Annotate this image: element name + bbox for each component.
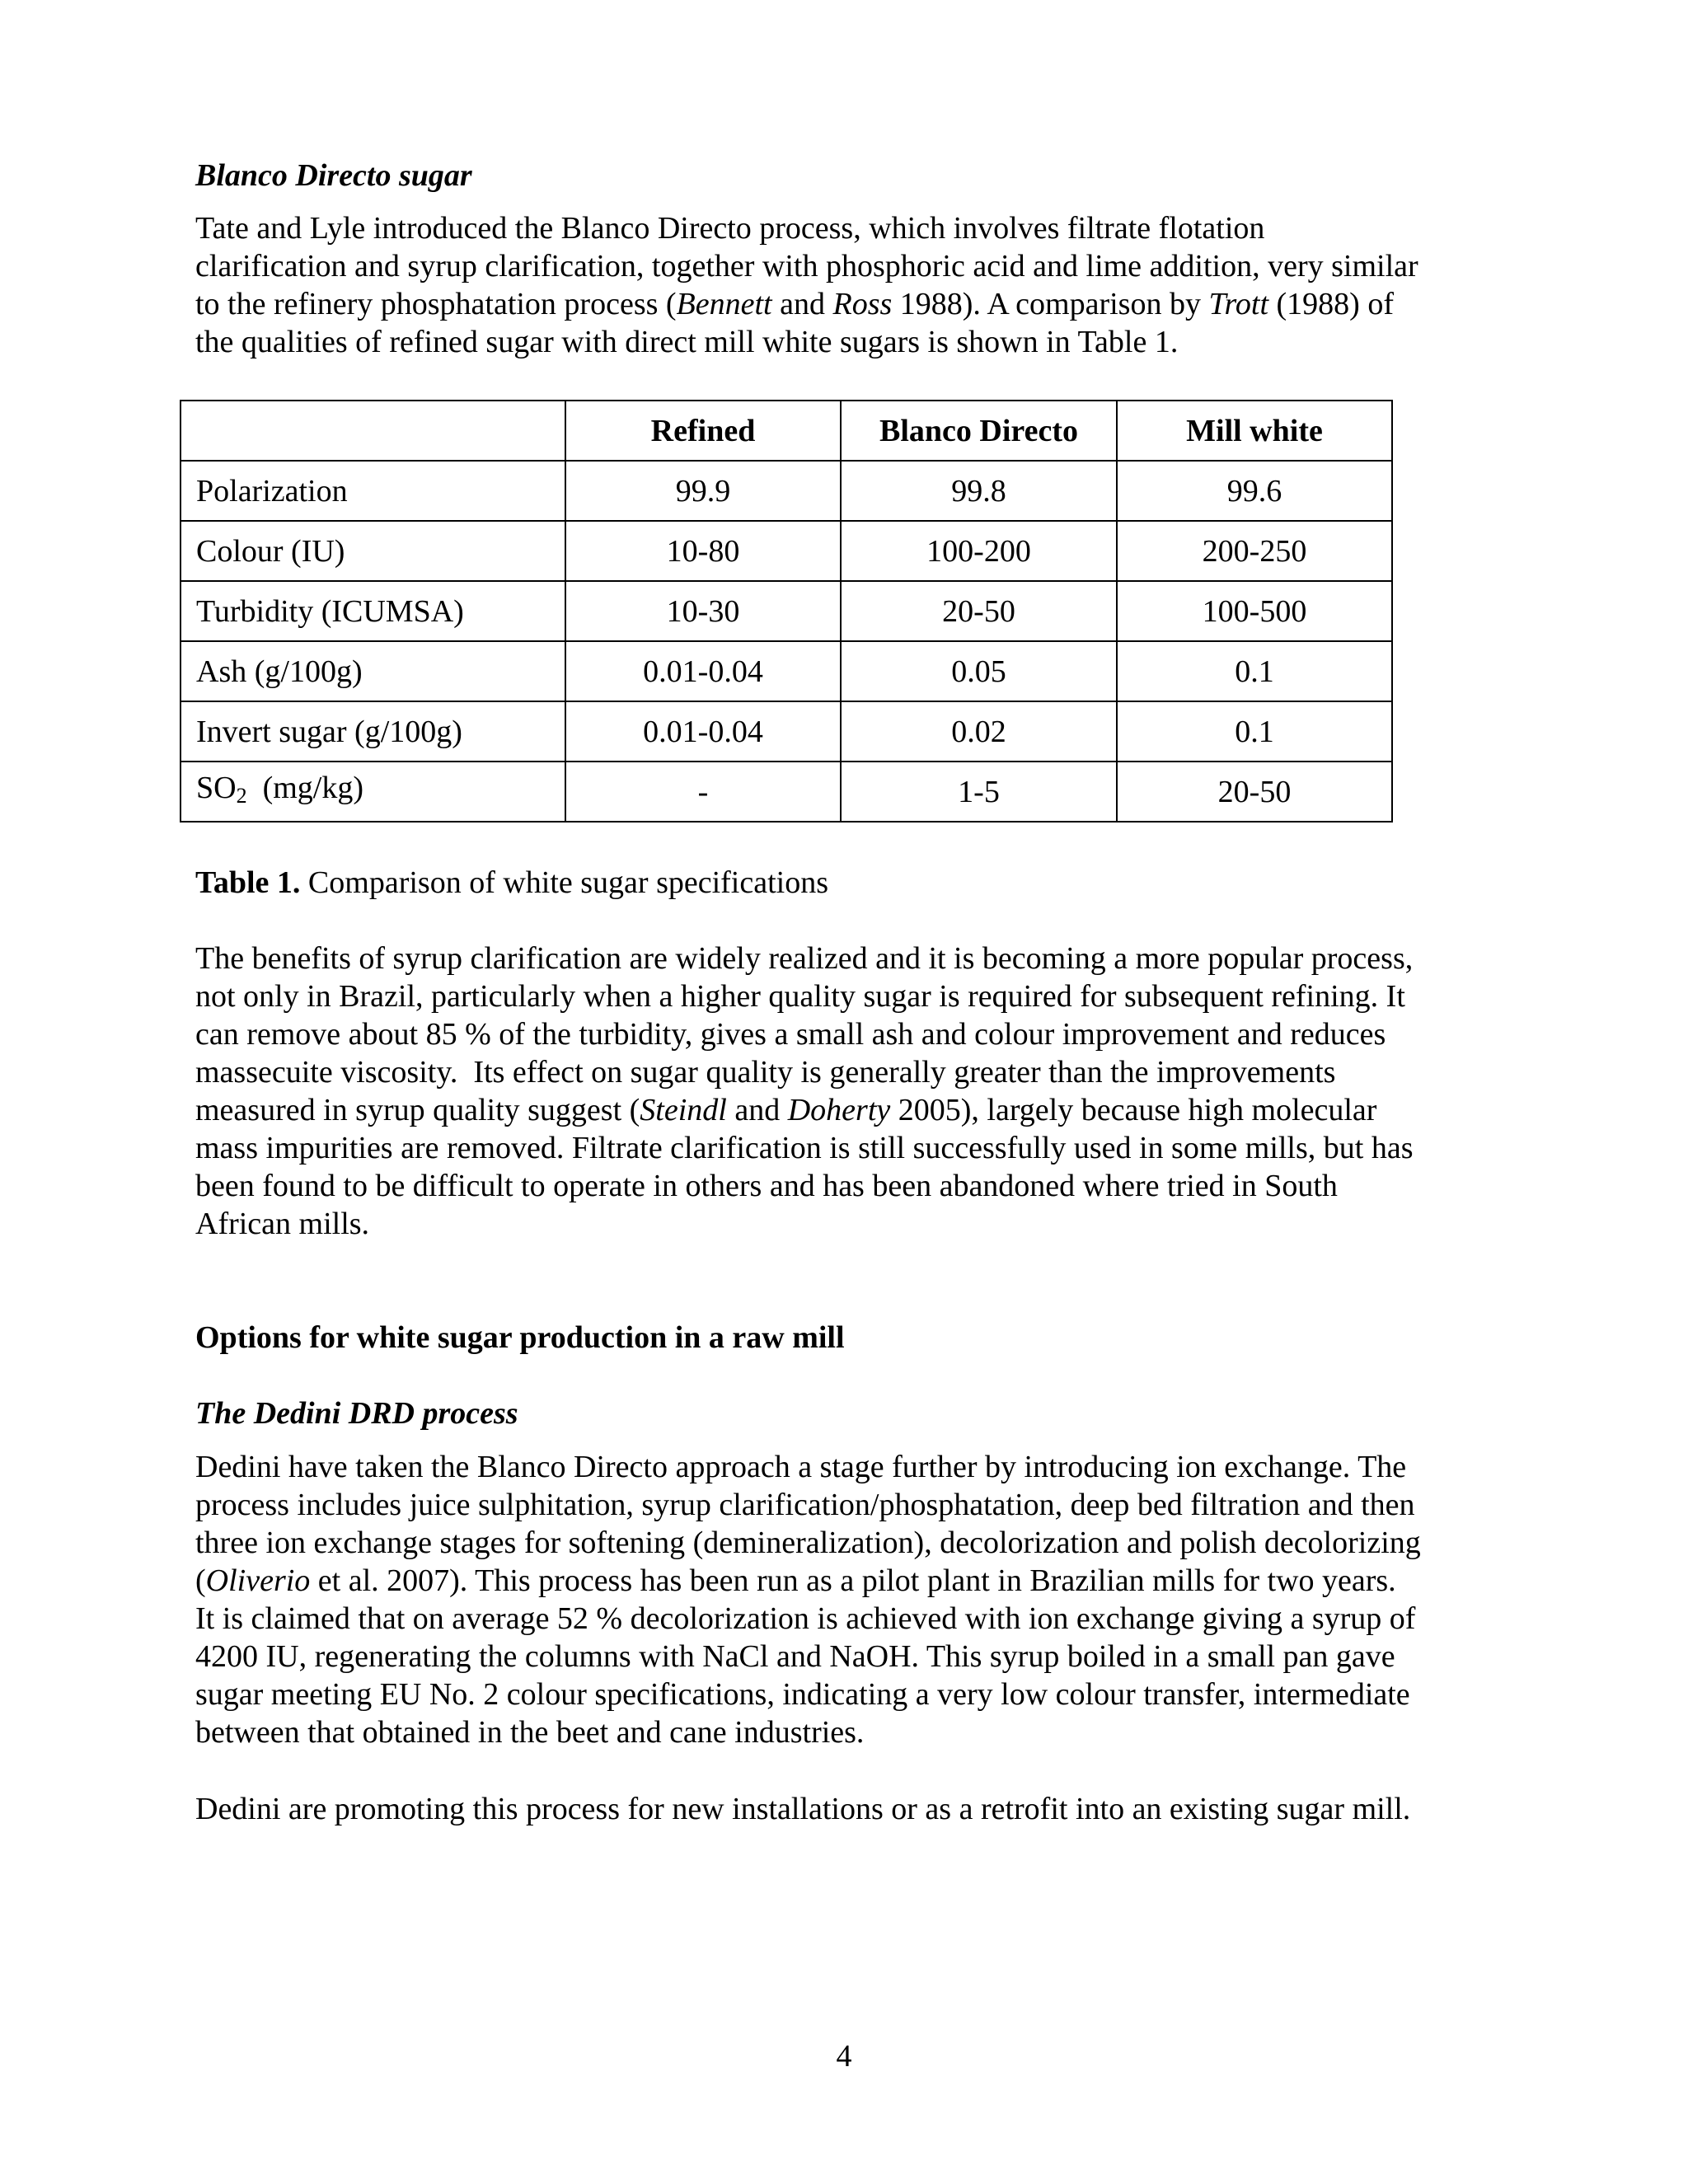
cell-refined: 10-80 — [565, 521, 841, 581]
text-line: can remove about 85 % of the turbidity, gives a small ash and colour improvement and reduces — [195, 1017, 1386, 1052]
cell-blanco-directo: 0.05 — [841, 641, 1117, 701]
row-label: Invert sugar (g/100g) — [181, 701, 565, 762]
text-line: sugar meeting EU No. 2 colour specifications, indicating a very low colour transfer, intermediate — [195, 1677, 1410, 1712]
section-title-dedini: The Dedini DRD process — [195, 1396, 518, 1431]
text-line: three ion exchange stages for softening (demineralization), decolorization and polish decolorizing — [195, 1526, 1421, 1560]
text-line: massecuite viscosity. Its effect on sugar quality is generally greater than the improvements — [195, 1055, 1336, 1090]
text-line: been found to be difficult to operate in others and has been abandoned where tried in South — [195, 1169, 1338, 1203]
text-line: the qualities of refined sugar with direct mill white sugars is shown in Table 1. — [195, 325, 1179, 359]
page-number: 4 — [836, 2039, 852, 2074]
table-header-cell: Mill white — [1117, 401, 1392, 461]
text-line: mass impurities are removed. Filtrate clarification is still successfully used in some mills, but has — [195, 1131, 1414, 1165]
paragraph-blanco-directo — [195, 209, 1514, 361]
text-line: to the refinery phosphatation process (Bennett and Ross 1988). A comparison by Trott (1988) of — [195, 287, 1394, 321]
text-line: Dedini have taken the Blanco Directo approach a stage further by introducing ion exchange. The — [195, 1450, 1407, 1484]
table-caption: Table 1. Comparison of white sugar specifications — [195, 865, 829, 900]
text-line: (Oliverio et al. 2007). This process has been run as a pilot plant in Brazilian mills for two years. — [195, 1563, 1396, 1598]
cell-mill-white: 0.1 — [1117, 641, 1392, 701]
row-label: Ash (g/100g) — [181, 641, 565, 701]
cell-blanco-directo: 99.8 — [841, 461, 1117, 521]
cell-mill-white: 0.1 — [1117, 701, 1392, 762]
cell-blanco-directo: 1-5 — [841, 762, 1117, 822]
cell-mill-white: 200-250 — [1117, 521, 1392, 581]
text-line: measured in syrup quality suggest (Steindl and Doherty 2005), largely because high molecular — [195, 1093, 1377, 1127]
cell-blanco-directo: 0.02 — [841, 701, 1117, 762]
paragraph-dedini — [195, 1448, 1514, 1751]
text-line: not only in Brazil, particularly when a higher quality sugar is required for subsequent refining. It — [195, 979, 1405, 1014]
cell-refined: 10-30 — [565, 581, 841, 641]
section-title-blanco-directo: Blanco Directo sugar — [195, 158, 472, 193]
table-header-cell: Blanco Directo — [841, 401, 1117, 461]
cell-refined: 0.01-0.04 — [565, 641, 841, 701]
table-header-row — [181, 401, 1392, 461]
text-line: Dedini are promoting this process for new installations or as a retrofit into an existing sugar mill. — [195, 1792, 1411, 1826]
row-label: Turbidity (ICUMSA) — [181, 581, 565, 641]
text-line: process includes juice sulphitation, syrup clarification/phosphatation, deep bed filtration and then — [195, 1488, 1415, 1522]
text-line: Tate and Lyle introduced the Blanco Directo process, which involves filtrate flotation — [195, 211, 1265, 246]
text-line: African mills. — [195, 1207, 370, 1241]
cell-mill-white: 100-500 — [1117, 581, 1392, 641]
row-label: $SO_2$ (mg/kg) — [181, 762, 565, 822]
section-title-options: Options for white sugar production in a raw mill — [195, 1320, 845, 1355]
table-row — [181, 641, 1392, 701]
cell-mill-white: 99.6 — [1117, 461, 1392, 521]
table-row — [181, 461, 1392, 521]
cell-mill-white: 20-50 — [1117, 762, 1392, 822]
row-label: Polarization — [181, 461, 565, 521]
text-line: clarification and syrup clarification, together with phosphoric acid and lime addition, very similar — [195, 249, 1418, 284]
cell-refined: 0.01-0.04 — [565, 701, 841, 762]
table-row — [181, 762, 1392, 822]
comparison-table — [180, 400, 1393, 823]
text-line: It is claimed that on average 52 % decolorization is achieved with ion exchange giving a syrup of — [195, 1601, 1416, 1636]
paragraph-dedini-promotion — [195, 1790, 1514, 1828]
row-label: Colour (IU) — [181, 521, 565, 581]
table-header-cell — [181, 401, 565, 461]
text-line: The benefits of syrup clarification are widely realized and it is becoming a more popular process, — [195, 941, 1414, 976]
text-line: between that obtained in the beet and cane industries. — [195, 1715, 865, 1750]
cell-refined: - — [565, 762, 841, 822]
paragraph-syrup-clarification — [195, 940, 1514, 1243]
table-row — [181, 521, 1392, 581]
table-row — [181, 581, 1392, 641]
text-line: 4200 IU, regenerating the columns with NaCl and NaOH. This syrup boiled in a small pan gave — [195, 1639, 1395, 1674]
cell-blanco-directo: 100-200 — [841, 521, 1117, 581]
table-header-cell: Refined — [565, 401, 841, 461]
cell-refined: 99.9 — [565, 461, 841, 521]
cell-blanco-directo: 20-50 — [841, 581, 1117, 641]
table-row — [181, 701, 1392, 762]
